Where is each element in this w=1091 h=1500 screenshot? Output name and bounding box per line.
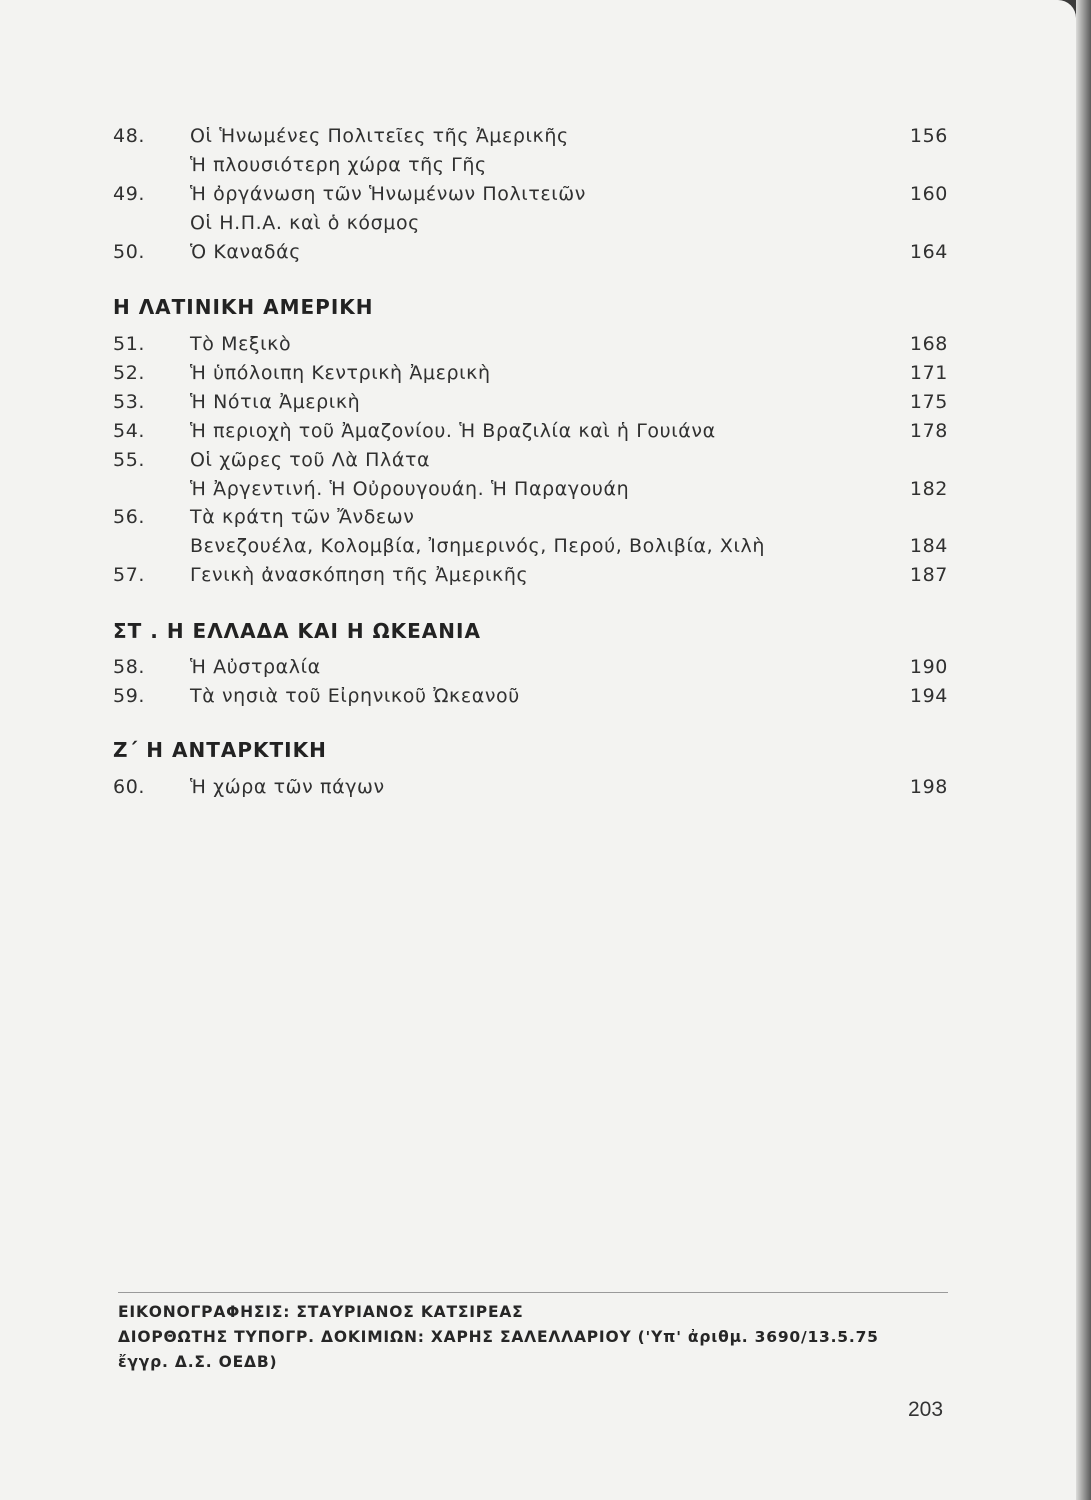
toc-entry-49	[0, 180, 1076, 208]
entry-subtitle: Ἡ πλουσιότερη χώρα τῆς Γῆς	[190, 154, 487, 176]
entry-number: 58.	[113, 656, 146, 678]
toc-entry-53	[0, 388, 1076, 416]
entry-title: Ὁ Καναδάς	[190, 241, 301, 263]
entry-page: 187	[909, 564, 948, 586]
proofreader-credit: ΔΙΟΡΘΩΤΗΣ ΤΥΠΟΓΡ. ΔΟΚΙΜΙΩΝ: ΧΑΡΗΣ ΣΑΛΕΛΛΑΡΙΟΥ ('Υπ' ἀριθμ. 3690/13.5.75	[118, 1328, 879, 1346]
toc-entry-48-subtitle	[0, 151, 1076, 179]
section-heading-antarctica: Ζ΄ Η ΑΝΤΑΡΚΤΙΚΗ	[113, 738, 327, 762]
entry-page: 198	[909, 776, 948, 798]
entry-title: Ἡ Αὐστραλία	[190, 656, 321, 678]
entry-title: Ἡ Νότια Ἀμερικὴ	[190, 391, 361, 413]
entry-title: Οἱ χῶρες τοῦ Λὰ Πλάτα	[190, 449, 431, 471]
toc-entry-56	[0, 503, 1076, 531]
toc-entry-55-subtitle	[0, 475, 1076, 503]
entry-number: 56.	[113, 506, 146, 528]
toc-entry-54	[0, 417, 1076, 445]
entry-title: Γενικὴ ἀνασκόπηση τῆς Ἀμερικῆς	[190, 564, 529, 586]
entry-number: 51.	[113, 333, 146, 355]
toc-entry-52	[0, 359, 1076, 387]
entry-number: 53.	[113, 391, 146, 413]
entry-title: Τὰ κράτη τῶν Ἄνδεων	[190, 506, 415, 528]
toc-entry-56-subtitle	[0, 532, 1076, 560]
entry-number: 59.	[113, 685, 146, 707]
entry-number: 55.	[113, 449, 146, 471]
entry-number: 48.	[113, 125, 146, 147]
entry-number: 49.	[113, 183, 146, 205]
toc-entry-59	[0, 682, 1076, 710]
toc-entry-48	[0, 122, 1076, 150]
entry-title: Τὸ Μεξικὸ	[190, 333, 292, 355]
entry-title: Ἡ περιοχὴ τοῦ Ἀμαζονίου. Ἡ Βραζιλία καὶ ἡ Γουιάνα	[190, 420, 716, 442]
entry-page: 160	[909, 183, 948, 205]
entry-number: 52.	[113, 362, 146, 384]
toc-entry-49-subtitle	[0, 209, 1076, 237]
entry-subtitle: Βενεζουέλα, Κολομβία, Ἰσημερινός, Περού, Βολιβία, Χιλὴ	[190, 535, 766, 557]
toc-entry-51	[0, 330, 1076, 358]
entry-page: 175	[909, 391, 948, 413]
page-number: 203	[908, 1398, 944, 1421]
entry-title: Ἡ χώρα τῶν πάγων	[190, 776, 385, 798]
credits-block	[118, 1300, 968, 1375]
entry-page: 178	[909, 420, 948, 442]
section-heading-greece-oceania: ΣΤ . Η ΕΛΛΑΔΑ ΚΑΙ Η ΩΚΕΑΝΙΑ	[113, 619, 481, 643]
entry-number: 57.	[113, 564, 146, 586]
entry-subtitle: Οἱ Η.Π.Α. καὶ ὁ κόσμος	[190, 212, 420, 234]
entry-page: 194	[909, 685, 948, 707]
entry-page: 190	[909, 656, 948, 678]
entry-page: 182	[909, 478, 948, 500]
entry-number: 54.	[113, 420, 146, 442]
entry-title: Ἡ ὑπόλοιπη Κεντρικὴ Ἀμερικὴ	[190, 362, 491, 384]
section-heading-latin-america: Η ΛΑΤΙΝΙΚΗ ΑΜΕΡΙΚΗ	[113, 295, 374, 319]
entry-page: 184	[909, 535, 948, 557]
entry-number: 60.	[113, 776, 146, 798]
page-edge-shadow	[1076, 0, 1091, 1500]
entry-page: 156	[909, 125, 948, 147]
toc-entry-58	[0, 653, 1076, 681]
toc-entry-55	[0, 446, 1076, 474]
entry-title: Ἡ ὀργάνωση τῶν Ἡνωμένων Πολιτειῶν	[190, 183, 586, 205]
entry-page: 171	[909, 362, 948, 384]
toc-entry-60	[0, 773, 1076, 801]
entry-page: 164	[909, 241, 948, 263]
credits-divider	[118, 1292, 948, 1293]
entry-page: 168	[909, 333, 948, 355]
toc-entry-50	[0, 238, 1076, 266]
entry-title: Οἱ Ἡνωμένες Πολιτεῖες τῆς Ἀμερικῆς	[190, 125, 569, 147]
entry-number: 50.	[113, 241, 146, 263]
entry-subtitle: Ἡ Ἀργεντινή. Ἡ Οὐρουγουάη. Ἡ Παραγουάη	[190, 478, 630, 500]
approval-note: ἔγγρ. Δ.Σ. ΟΕΔΒ)	[118, 1353, 278, 1371]
entry-title: Τὰ νησιὰ τοῦ Εἰρηνικοῦ Ὠκεανοῦ	[190, 685, 520, 707]
toc-entry-57	[0, 561, 1076, 589]
illustrator-credit: ΕΙΚΟΝΟΓΡΑΦΗΣΙΣ: ΣΤΑΥΡΙΑΝΟΣ ΚΑΤΣΙΡΕΑΣ	[118, 1303, 524, 1321]
